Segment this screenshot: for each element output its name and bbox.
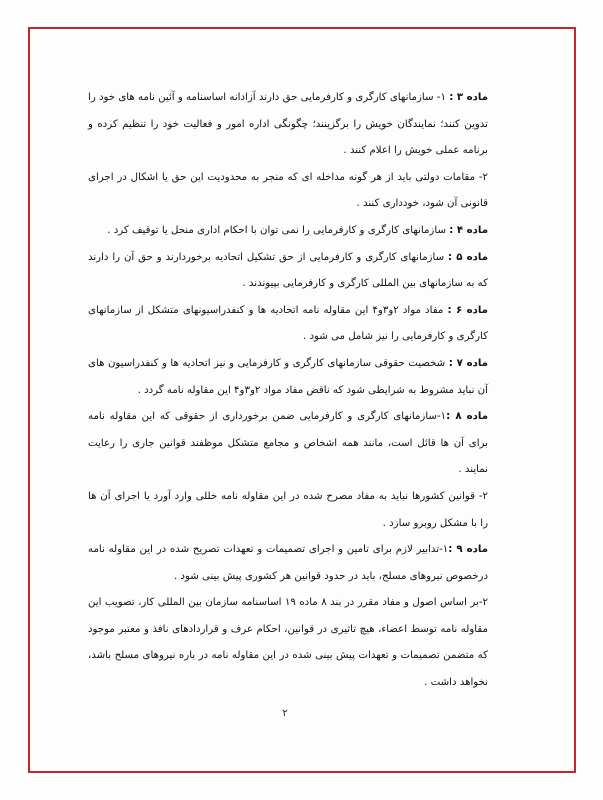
paragraph-text: ۲-بر اساس اصول و مفاد مقرر در بند ۸ ماده ۱۹ اساسنامه سازمان بین المللی کار، تصویب این مقاوله نامه توسط اعضاء، هیچ تاثیری در قوانین، احکام عرف و قراردادهای نافذ و معتبر موجود که متضمن تصمیمات و تعهدات پیش بینی شده در این مقاوله نامه در باره نیروهای مسلح باشد، نخواهد داشت .	[88, 597, 488, 689]
article-label: ماده ۸ :	[446, 411, 488, 423]
paragraph-text: مفاد مواد ۲و۳و۴ این مقاوله نامه اتحادیه ها و کنفدراسیونهای متشکل از سازمانهای کارگری و کارفرمایی را نیز شامل می شود .	[88, 304, 488, 343]
article-label: ماده ۶ :	[447, 304, 488, 316]
page-number: ۲	[282, 708, 288, 719]
paragraph-text: ۲- قوانین کشورها نباید به مفاد مصرح شده در این مقاوله نامه خللی وارد آورد یا اجرای آن ها را با مشکل روبرو سازد .	[88, 490, 488, 529]
paragraph-text: ۲- مقامات دولتی باید از هر گونه مداخله ای که منجر به محدودیت این حق یا اشکال در اجرای قانونی آن شود، خودداری کنند .	[88, 171, 488, 210]
paragraph-article-6	[88, 298, 488, 351]
paragraph-article-5	[88, 245, 488, 298]
paragraph-article-7	[88, 351, 488, 404]
paragraph-article-4	[88, 218, 488, 245]
paragraph-article-3-clause-1	[88, 85, 488, 165]
paragraph-text: شخصیت حقوقی سازمانهای کارگری و کارفرمایی و نیز اتحادیه ها و کنفدراسیون های آن نباید مشروط به شرایطی شود که ناقض مفاد مواد ۲و۳و۴ این مقاوله نامه گردد .	[88, 357, 488, 396]
paragraph-article-9-clause-1	[88, 537, 488, 590]
paragraph-text: سازمانهای کارگری و کارفرمایی از حق تشکیل اتحادیه برخوردارند و حق آن را دارند که به سازمانهای بین المللی کارگری و کارفرمایی بپیوندند .	[88, 251, 488, 290]
article-label: ماده ۵ :	[447, 251, 488, 263]
paragraph-text: ۱-تدابیر لازم برای تامین و اجرای تصمیمات و تعهدات تصریح شده در این مقاوله نامه درخصوص نیروهای مسلح، باید در حدود قوانین هر کشوری پیش بینی شود .	[88, 544, 488, 582]
document-body	[88, 85, 488, 697]
paragraph-article-9-clause-2	[88, 590, 488, 696]
paragraph-text: ۱- سازمانهای کارگری و کارفرمایی حق دارند آزادانه اساسنامه و آئین نامه های خود را تدوین کنند؛ نمایندگان خویش را برگزینند؛ چگونگی اداره امور و فعالیت خود را تنظیم کرده و برنامه عملی خویش را اعلام کنند .	[88, 92, 488, 157]
article-label: ماده ۳ :	[449, 92, 489, 103]
paragraph-article-8-clause-2	[88, 484, 488, 537]
paragraph-text: ۱-سازمانهای کارگری و کارفرمایی ضمن برخورداری از حقوقی که این مقاوله نامه برای آن ها قائل است، مانند همه اشخاص و مجامع متشکل موظفند قوانین جاری را رعایت نمایند .	[88, 411, 488, 476]
paragraph-article-3-clause-2	[88, 165, 488, 218]
article-label: ماده ۹ :	[448, 544, 488, 556]
article-label: ماده ۷ :	[448, 357, 488, 369]
article-label: ماده ۴ :	[449, 224, 488, 236]
paragraph-text: سازمانهای کارگری و کارفرمایی را نمی توان با احکام اداری منحل یا توقیف کرد .	[107, 224, 450, 236]
paragraph-article-8-clause-1	[88, 404, 488, 484]
